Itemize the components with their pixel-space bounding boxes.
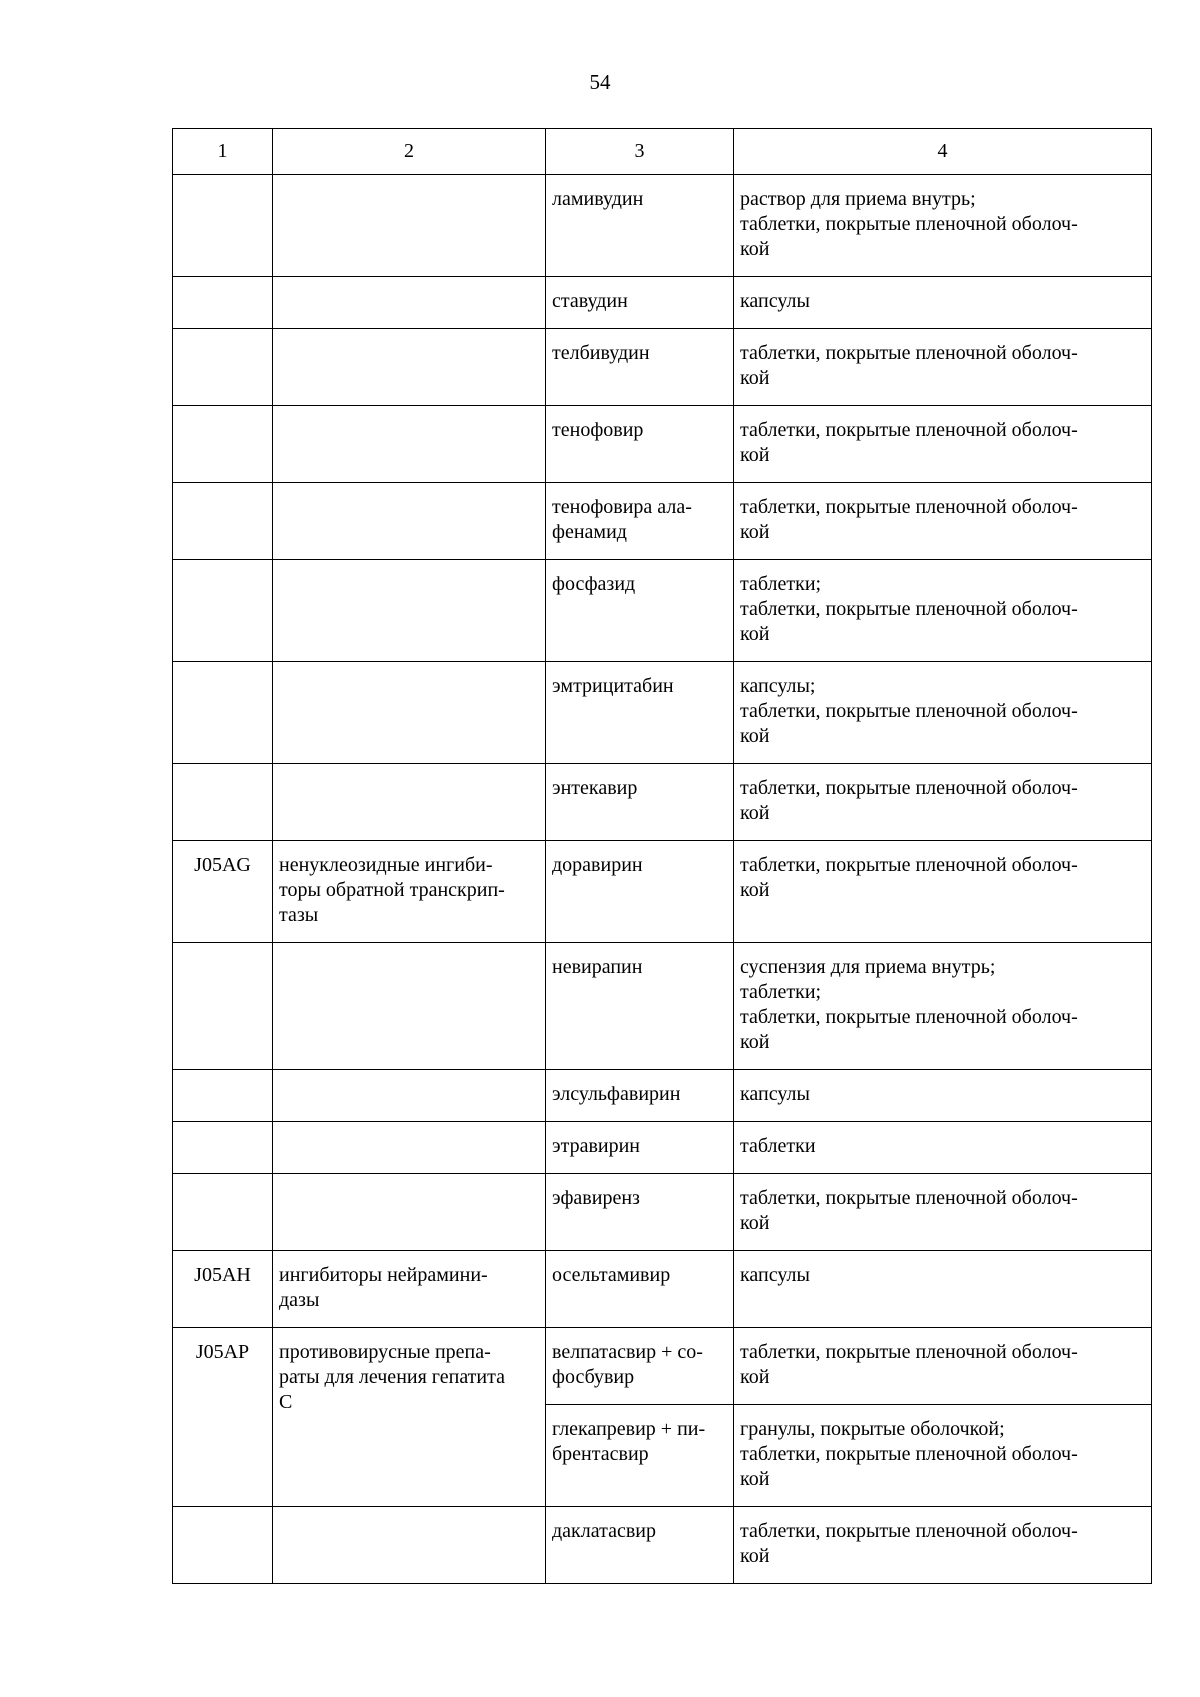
dosage-form-line: таблетки; (740, 981, 822, 1003)
table-row (173, 560, 1152, 662)
atc-code-cell (173, 277, 273, 329)
cell-line: велпатасвир + со- (552, 1341, 703, 1363)
atc-code-cell (173, 943, 273, 1070)
group-name-cell (273, 1122, 546, 1174)
drug-name-cell (546, 1122, 734, 1174)
cell-line: невирапин (552, 956, 643, 978)
drug-name-cell (546, 277, 734, 329)
drug-name-cell (546, 1070, 734, 1122)
table-row (173, 406, 1152, 483)
atc-code-cell (173, 1507, 273, 1584)
page-number: 54 (589, 70, 611, 94)
cell-line: этравирин (552, 1135, 640, 1157)
dosage-form-line: таблетки, покрытые пленочной оболоч- (740, 1187, 1078, 1209)
group-name-cell (273, 277, 546, 329)
drug-name-cell (546, 560, 734, 662)
dosage-form-line: капсулы (740, 290, 810, 312)
atc-code-cell (173, 1174, 273, 1251)
cell-line: тенофовира ала- (552, 496, 692, 518)
dosage-form-line: капсулы (740, 1083, 810, 1105)
atc-code-cell (173, 329, 273, 406)
dosage-form-line: таблетки, покрытые пленочной оболоч- (740, 598, 1078, 620)
group-name-cell (273, 560, 546, 662)
atc-code-cell (173, 406, 273, 483)
dosage-form-line: кой (740, 879, 770, 901)
cell-line: ингибиторы нейрамини- (279, 1264, 488, 1286)
dosage-forms-cell (734, 560, 1152, 662)
table-row (173, 1507, 1152, 1584)
dosage-forms-cell (734, 329, 1152, 406)
dosage-form-line: кой (740, 238, 770, 260)
group-name-cell (273, 1070, 546, 1122)
cell-line: дазы (279, 1289, 320, 1311)
dosage-form-line: таблетки, покрытые пленочной оболоч- (740, 777, 1078, 799)
table-row (173, 1328, 1152, 1405)
cell-line: тазы (279, 904, 319, 926)
atc-code-cell (173, 1122, 273, 1174)
cell-line: С (279, 1391, 293, 1413)
cell-line: J05AH (194, 1264, 251, 1286)
dosage-forms-cell (734, 1405, 1152, 1507)
column-header: 1 (173, 129, 273, 175)
atc-code-cell (173, 1251, 273, 1328)
dosage-form-line: кой (740, 623, 770, 645)
dosage-form-line: таблетки, покрытые пленочной оболоч- (740, 1341, 1078, 1363)
dosage-forms-cell (734, 1122, 1152, 1174)
dosage-forms-cell (734, 175, 1152, 277)
table-row (173, 1174, 1152, 1251)
cell-line: осельтамивир (552, 1264, 671, 1286)
dosage-form-line: кой (740, 725, 770, 747)
cell-line: J05AP (195, 1341, 250, 1363)
dosage-form-line: таблетки, покрытые пленочной оболоч- (740, 342, 1078, 364)
dosage-forms-cell (734, 1070, 1152, 1122)
dosage-form-line: кой (740, 1031, 770, 1053)
table-row (173, 662, 1152, 764)
atc-code-cell (173, 1328, 273, 1507)
drug-table (172, 128, 1152, 1584)
dosage-form-line: таблетки, покрытые пленочной оболоч- (740, 1520, 1078, 1542)
dosage-forms-cell (734, 1328, 1152, 1405)
dosage-forms-cell (734, 662, 1152, 764)
cell-line: J05AG (194, 854, 251, 876)
cell-line: ламивудин (552, 188, 644, 210)
dosage-form-line: таблетки, покрытые пленочной оболоч- (740, 1443, 1078, 1465)
table-row (173, 764, 1152, 841)
dosage-forms-cell (734, 1507, 1152, 1584)
dosage-form-line: таблетки, покрытые пленочной оболоч- (740, 213, 1078, 235)
cell-line: фосфазид (552, 573, 636, 595)
cell-line: доравирин (552, 854, 643, 876)
column-header: 3 (546, 129, 734, 175)
dosage-form-line: кой (740, 802, 770, 824)
group-name-cell (273, 764, 546, 841)
dosage-form-line: гранулы, покрытые оболочкой; (740, 1418, 1005, 1440)
drug-name-cell (546, 329, 734, 406)
cell-line: эмтрицитабин (552, 675, 674, 697)
cell-line: эфавиренз (552, 1187, 640, 1209)
atc-code-cell (173, 764, 273, 841)
drug-name-cell (546, 1174, 734, 1251)
dosage-forms-cell (734, 841, 1152, 943)
drug-name-cell (546, 841, 734, 943)
dosage-form-line: таблетки, покрытые пленочной оболоч- (740, 854, 1078, 876)
dosage-form-line: кой (740, 1468, 770, 1490)
dosage-form-line: кой (740, 1366, 770, 1388)
dosage-forms-cell (734, 764, 1152, 841)
cell-line: энтекавир (552, 777, 638, 799)
cell-line: ставудин (552, 290, 628, 312)
atc-code-cell (173, 841, 273, 943)
table-header-row (173, 129, 1152, 175)
table-row (173, 175, 1152, 277)
table-row (173, 277, 1152, 329)
dosage-form-line: кой (740, 444, 770, 466)
dosage-form-line: кой (740, 521, 770, 543)
drug-name-cell (546, 1251, 734, 1328)
dosage-forms-cell (734, 483, 1152, 560)
cell-line: элсульфавирин (552, 1083, 681, 1105)
dosage-form-line: суспензия для приема внутрь; (740, 956, 996, 978)
group-name-cell (273, 329, 546, 406)
dosage-forms-cell (734, 1174, 1152, 1251)
group-name-cell (273, 662, 546, 764)
cell-line: брентасвир (552, 1443, 649, 1465)
dosage-form-line: кой (740, 367, 770, 389)
drug-name-cell (546, 662, 734, 764)
table-row (173, 329, 1152, 406)
atc-code-cell (173, 483, 273, 560)
atc-code-cell (173, 662, 273, 764)
dosage-form-line: таблетки, покрытые пленочной оболоч- (740, 700, 1078, 722)
atc-code-cell (173, 1070, 273, 1122)
cell-line: раты для лечения гепатита (279, 1366, 505, 1388)
atc-code-cell (173, 175, 273, 277)
dosage-form-line: таблетки, покрытые пленочной оболоч- (740, 1006, 1078, 1028)
table-row (173, 943, 1152, 1070)
group-name-cell (273, 1174, 546, 1251)
column-header: 2 (273, 129, 546, 175)
drug-name-cell (546, 1507, 734, 1584)
cell-line: фосбувир (552, 1366, 635, 1388)
dosage-forms-cell (734, 1251, 1152, 1328)
cell-line: фенамид (552, 521, 627, 543)
drug-name-cell (546, 1405, 734, 1507)
atc-code-cell (173, 560, 273, 662)
cell-line: даклатасвир (552, 1520, 656, 1542)
dosage-form-line: таблетки, покрытые пленочной оболоч- (740, 419, 1078, 441)
table-body (173, 175, 1152, 1584)
drug-name-cell (546, 483, 734, 560)
group-name-cell (273, 841, 546, 943)
cell-line: ненуклеозидные ингиби- (279, 854, 493, 876)
group-name-cell (273, 483, 546, 560)
dosage-form-line: кой (740, 1212, 770, 1234)
cell-line: тенофовир (552, 419, 644, 441)
group-name-cell (273, 943, 546, 1070)
group-name-cell (273, 1328, 546, 1507)
drug-name-cell (546, 175, 734, 277)
cell-line: торы обратной транскрип- (279, 879, 505, 901)
dosage-form-line: кой (740, 1545, 770, 1567)
drug-name-cell (546, 943, 734, 1070)
column-header: 4 (734, 129, 1152, 175)
dosage-forms-cell (734, 943, 1152, 1070)
drug-name-cell (546, 764, 734, 841)
dosage-form-line: таблетки (740, 1135, 816, 1157)
dosage-form-line: таблетки; (740, 573, 822, 595)
group-name-cell (273, 175, 546, 277)
dosage-form-line: раствор для приема внутрь; (740, 188, 976, 210)
drug-name-cell (546, 406, 734, 483)
table-row (173, 1122, 1152, 1174)
group-name-cell (273, 1507, 546, 1584)
dosage-forms-cell (734, 277, 1152, 329)
table-row (173, 841, 1152, 943)
drug-name-cell (546, 1328, 734, 1405)
table-row (173, 483, 1152, 560)
cell-line: телбивудин (552, 342, 650, 364)
dosage-forms-cell (734, 406, 1152, 483)
table-row (173, 1251, 1152, 1328)
cell-line: глекапревир + пи- (552, 1418, 706, 1440)
group-name-cell (273, 406, 546, 483)
cell-line: противовирусные препа- (279, 1341, 491, 1363)
group-name-cell (273, 1251, 546, 1328)
dosage-form-line: таблетки, покрытые пленочной оболоч- (740, 496, 1078, 518)
dosage-form-line: капсулы (740, 1264, 810, 1286)
dosage-form-line: капсулы; (740, 675, 816, 697)
table-row (173, 1070, 1152, 1122)
